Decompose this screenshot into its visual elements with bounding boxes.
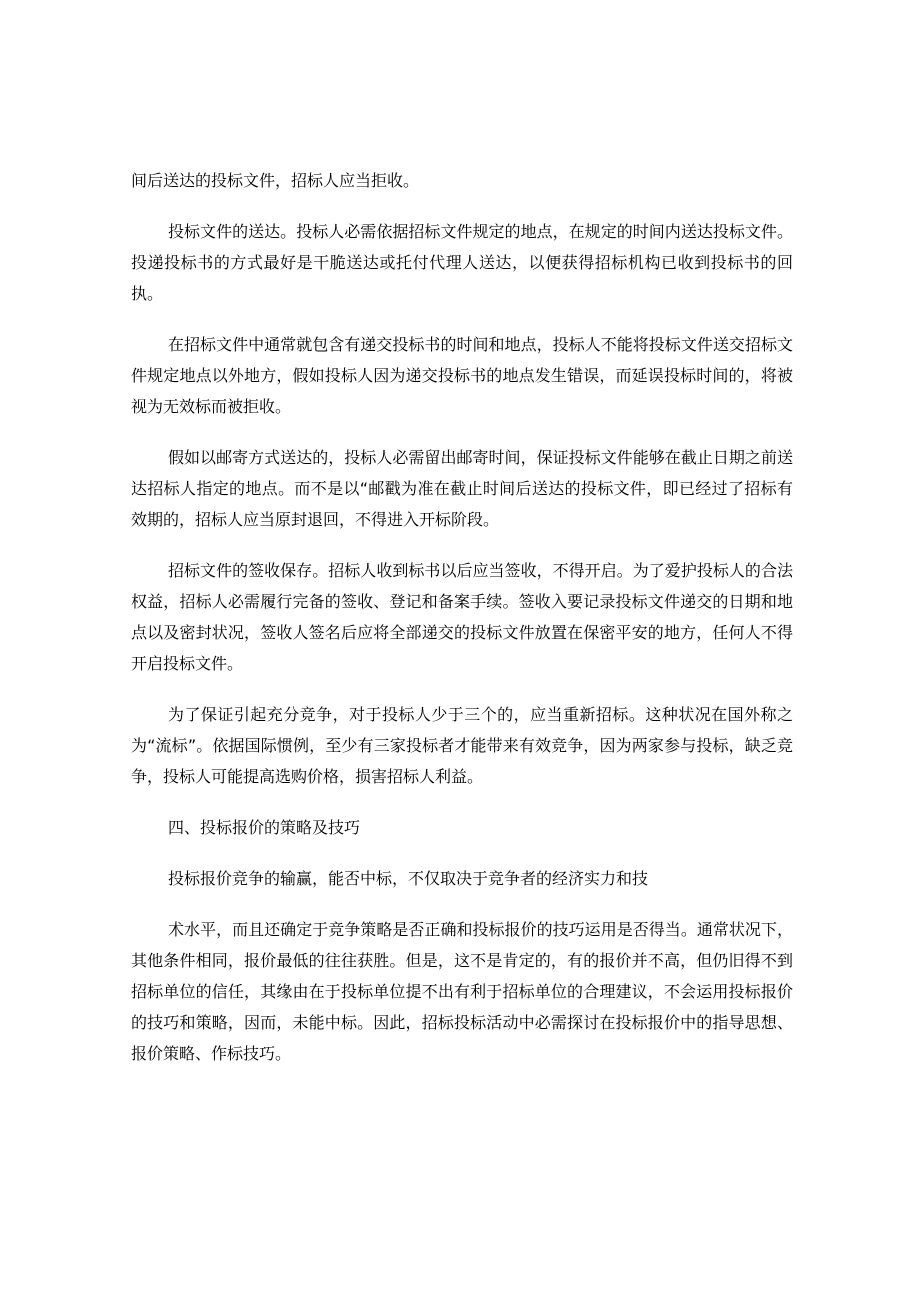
paragraph-receipt-storage: 招标文件的签收保存。招标人收到标书以后应当签收，不得开启。为了爱护投标人的合法权益，招标人必需履行完备的签收、登记和备案手续。签收入要记录投标文件递交的日期和地点以及密封状况，签收人签名后应将全部递交的投标文件放置在保密平安的地方，任何人不得开启投标文件。 [131, 561, 793, 673]
paragraph-bid-strategy: 术水平，而且还确定于竞争策略是否正确和投标报价的技巧运用是否得当。通常状况下，其他条件相同，报价最低的往往获胜。但是，这不是肯定的，有的报价并不高，但仍旧得不到招标单位的信任，其缘由在于投标单位提不出有利于招标单位的合理建议，不会运用投标报价的技巧和策略，因而，未能中标。因此，招标投标活动中必需探讨在投标报价中的指导思想、报价策略、作标技巧。 [131, 920, 793, 1063]
paragraph-continuation: 间后送达的投标文件，招标人应当拒收。 [131, 171, 420, 190]
paragraph-bid-competition: 投标报价竞争的输赢，能否中标，不仅取决于竞争者的经济实力和技 [168, 869, 649, 888]
paragraph-submission: 投标文件的送达。投标人必需依据招标文件规定的地点，在规定的时间内送达投标文件。投递投标书的方式最好是干脆送达或托付代理人送达，以便获得招标机构已收到投标书的回执。 [131, 222, 793, 303]
document-body [131, 165, 793, 1089]
paragraph-rebidding: 为了保证引起充分竞争，对于投标人少于三个的，应当重新招标。这种状况在国外称之为“流标”。依据国际惯例，至少有三家投标者才能带来有效竞争，因为两家参与投标，缺乏竞争，投标人可能提高选购价格，损害招标人利益。 [131, 705, 793, 786]
paragraph-time-location: 在招标文件中通常就包含有递交投标书的时间和地点，投标人不能将投标文件送交招标文件规定地点以外地方，假如投标人因为递交投标书的地点发生错误，而延误投标时间的，将被视为无效标而被拒收。 [131, 335, 793, 416]
section-heading: 四、投标报价的策略及技巧 [168, 818, 361, 837]
paragraph-mail-delivery: 假如以邮寄方式送达的，投标人必需留出邮寄时间，保证投标文件能够在截止日期之前送达招标人指定的地点。而不是以“邮戳为准在截止时间后送达的投标文件，即已经过了招标有效期的，招标人应当原封退回，不得进入开标阶段。 [131, 448, 793, 529]
